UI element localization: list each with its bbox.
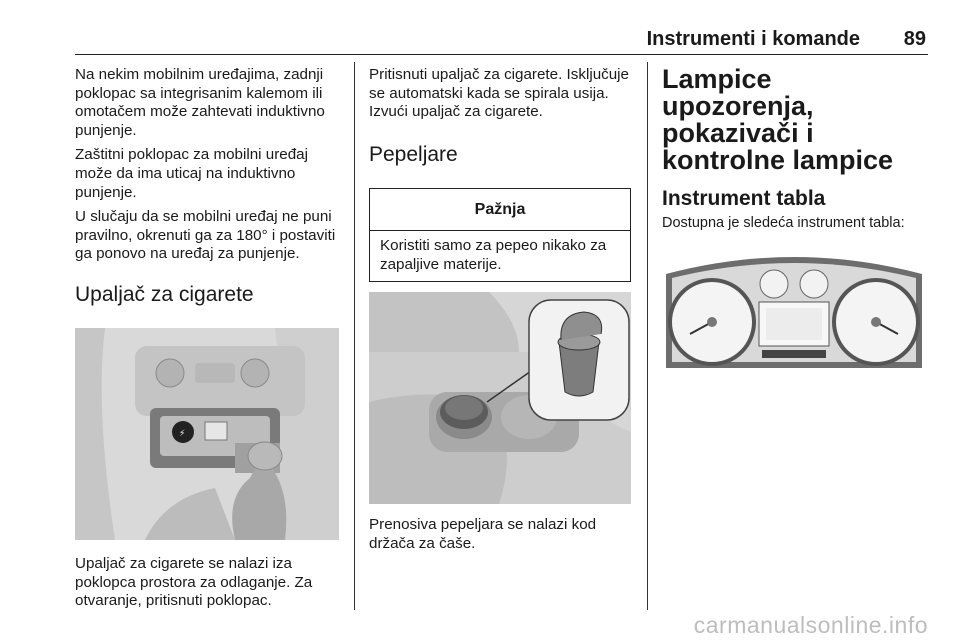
paragraph: Dostupna je sledeća instrument tabla: bbox=[662, 215, 905, 231]
paragraph: Pritisnuti upaljač za cigarete. Isključuje se automatski kada se spirala usija. Izvući upaljač za cigarete. bbox=[369, 66, 629, 121]
watermark: carmanualsonline.info bbox=[693, 612, 928, 638]
column-2 bbox=[369, 66, 635, 168]
chapter-heading: Lampice upozorenja, pokazivači i kontrolne lampice bbox=[662, 64, 894, 175]
header-title: Instrumenti i komande bbox=[646, 28, 860, 50]
section-heading: Pepeljare bbox=[369, 142, 458, 166]
instrument-cluster-illustration bbox=[662, 244, 926, 372]
ashtray-illustration bbox=[369, 292, 631, 504]
column-3 bbox=[662, 66, 928, 239]
paragraph: Zaštitni poklopac za mobilni uređaj može da ima uticaj na induktivno punjenje. bbox=[75, 146, 308, 201]
caution-notice bbox=[369, 188, 631, 282]
page-header bbox=[75, 28, 928, 55]
cigarette-lighter-illustration bbox=[75, 328, 339, 540]
paragraph: Na nekim mobilnim uređajima, zadnji poklopac sa integrisanim kalemom ili omotačem može zahtevati induktivno punjenje. bbox=[75, 66, 325, 139]
notice-title: Pažnja bbox=[370, 189, 630, 231]
paragraph: U slučaju da se mobilni uređaj ne puni pravilno, okrenuti ga za 180° i postaviti ga ponovo na uređaj za punjenje. bbox=[75, 208, 336, 263]
column-divider bbox=[647, 62, 648, 610]
subsection-heading: Instrument tabla bbox=[662, 187, 826, 210]
figure-caption: Prenosiva pepeljara se nalazi kod držača za čaše. bbox=[369, 516, 597, 552]
notice-text: Koristiti samo za pepeo nikako za zapaljive materije. bbox=[380, 237, 607, 273]
column-2-caption bbox=[369, 516, 635, 559]
page-number: 89 bbox=[903, 28, 926, 50]
column-1-caption bbox=[75, 555, 341, 617]
section-heading: Upaljač za cigarete bbox=[75, 282, 254, 306]
column-divider bbox=[354, 62, 355, 610]
svg-text:⚡: ⚡ bbox=[179, 429, 186, 439]
figure-caption: Upaljač za cigarete se nalazi iza poklopca prostora za odlaganje. Za otvaranje, pritisnuti poklopac. bbox=[75, 555, 313, 610]
column-1 bbox=[75, 66, 341, 308]
